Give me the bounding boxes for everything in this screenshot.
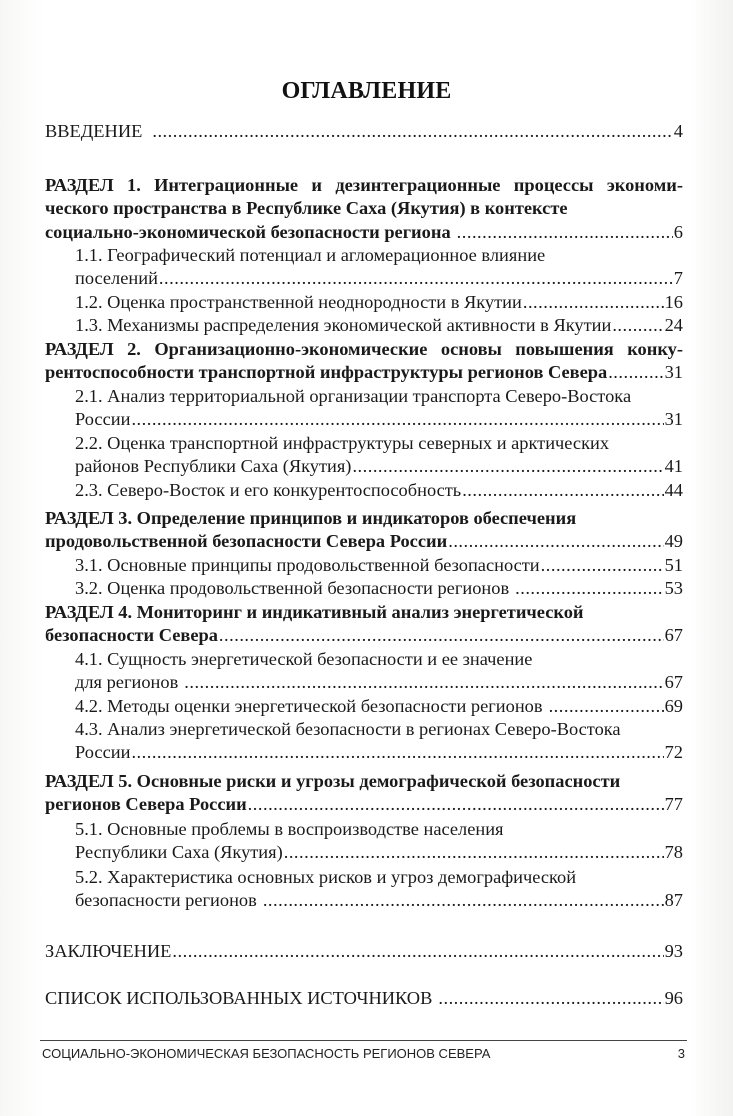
page-title: ОГЛАВЛЕНИЕ bbox=[281, 78, 452, 104]
toc-entry-label: ЗАКЛЮЧЕНИЕ bbox=[45, 941, 172, 961]
dot-leader bbox=[172, 940, 663, 963]
toc-subsection-line: 2.1. Анализ территориальной организации транспорта Северо-Востока bbox=[75, 386, 632, 406]
toc-subsection-3-1[interactable] bbox=[75, 554, 683, 577]
toc-subsection-4-3[interactable] bbox=[75, 718, 683, 765]
toc-section-5[interactable] bbox=[45, 770, 683, 817]
toc-subsection-line: 5.1. Основные проблемы в воспроизводстве населения bbox=[75, 819, 504, 839]
toc-entry-label: СПИСОК ИСПОЛЬЗОВАННЫХ ИСТОЧНИКОВ bbox=[45, 988, 433, 1008]
dot-leader bbox=[549, 695, 664, 718]
toc-section-line: РАЗДЕЛ 2. Организационно-экономические основы повышения конку- bbox=[45, 339, 683, 359]
toc-subsection-1-3[interactable] bbox=[75, 314, 683, 337]
toc-subsection-line: районов Республики Саха (Якутия) bbox=[75, 456, 352, 477]
toc-subsection-line: 4.2. Методы оценки энергетической безопасности регионов bbox=[75, 696, 543, 716]
toc-page-number: 72 bbox=[664, 742, 683, 763]
toc-entry-references[interactable] bbox=[45, 987, 683, 1010]
toc-subsection-line: России bbox=[75, 742, 131, 763]
toc-subsection-5-2[interactable] bbox=[75, 866, 683, 913]
toc-page-number: 53 bbox=[664, 578, 683, 598]
toc-page-number: 24 bbox=[664, 315, 683, 335]
toc-section-line: РАЗДЕЛ 1. Интеграционные и дезинтеграционные процессы экономи- bbox=[45, 175, 683, 195]
toc-page-number: 87 bbox=[664, 890, 683, 911]
toc-subsection-line: 1.2. Оценка пространственной неоднородности в Якутии bbox=[75, 292, 522, 312]
toc-page-number: 49 bbox=[664, 531, 683, 552]
dot-leader bbox=[541, 554, 664, 577]
dot-leader bbox=[184, 671, 663, 694]
toc-section-line: регионов Севера России bbox=[45, 794, 247, 815]
dot-leader bbox=[152, 120, 672, 143]
toc-subsection-2-3[interactable] bbox=[75, 479, 683, 502]
toc-page-number: 67 bbox=[664, 625, 683, 646]
dot-leader bbox=[523, 291, 664, 314]
toc-subsection-4-1[interactable] bbox=[75, 648, 683, 695]
toc-page-number: 41 bbox=[664, 456, 683, 477]
toc-page-number: 77 bbox=[664, 794, 683, 815]
running-title: СОЦИАЛЬНО-ЭКОНОМИЧЕСКАЯ БЕЗОПАСНОСТЬ РЕГИОНОВ СЕВЕРА bbox=[42, 1046, 491, 1061]
toc-section-line: рентоспособности транспортной инфраструктуры регионов Севера bbox=[45, 362, 608, 383]
dot-leader bbox=[131, 741, 663, 764]
toc-section-4[interactable] bbox=[45, 601, 683, 648]
toc-page-number: 6 bbox=[673, 221, 683, 242]
dot-leader bbox=[448, 530, 663, 553]
toc-section-1[interactable] bbox=[45, 174, 683, 244]
toc-subsection-line: для регионов bbox=[75, 672, 179, 693]
toc-entry-label: ВВЕДЕНИЕ bbox=[45, 121, 143, 141]
toc-section-line: ческого пространства в Республике Саха (Якутия) в контексте bbox=[45, 198, 568, 219]
toc-subsection-line: Республики Саха (Якутия) bbox=[75, 842, 283, 863]
dot-leader bbox=[352, 455, 663, 478]
toc-subsection-line: России bbox=[75, 409, 131, 430]
toc-subsection-line: поселений bbox=[75, 268, 158, 289]
toc-section-line: продовольственной безопасности Севера России bbox=[45, 531, 448, 552]
toc-page-number: 51 bbox=[664, 555, 683, 575]
toc-page-number: 31 bbox=[664, 362, 683, 383]
toc-subsection-1-2[interactable] bbox=[75, 291, 683, 314]
dot-leader bbox=[159, 267, 673, 290]
toc-subsection-line: 2.3. Северо-Восток и его конкурентоспособность bbox=[75, 480, 462, 500]
toc-page-number: 16 bbox=[664, 292, 683, 312]
page-number: 3 bbox=[677, 1046, 685, 1061]
dot-leader bbox=[219, 624, 664, 647]
dot-leader bbox=[457, 221, 673, 244]
dot-leader bbox=[608, 361, 663, 384]
toc-subsection-line: 1.3. Механизмы распределения экономической активности в Якутии bbox=[75, 315, 612, 335]
toc-subsection-line: 4.1. Сущность энергетической безопасности и ее значение bbox=[75, 649, 533, 669]
dot-leader bbox=[515, 577, 663, 600]
toc-subsection-line: 5.2. Характеристика основных рисков и угроз демографической bbox=[75, 867, 577, 887]
toc-section-line: РАЗДЕЛ 4. Мониторинг и индикативный анализ энергетической bbox=[45, 602, 584, 622]
toc-subsection-5-1[interactable] bbox=[75, 818, 683, 865]
toc-page-number: 31 bbox=[664, 409, 683, 430]
toc-page-number: 67 bbox=[664, 672, 683, 693]
toc-section-2[interactable] bbox=[45, 338, 683, 385]
toc-subsection-line: безопасности регионов bbox=[75, 890, 257, 911]
toc-subsection-line: 4.3. Анализ энергетической безопасности в регионах Северо-Востока bbox=[75, 719, 621, 739]
toc-page-number: 93 bbox=[664, 941, 683, 961]
dot-leader bbox=[131, 408, 663, 431]
toc-subsection-2-1[interactable] bbox=[75, 385, 683, 432]
dot-leader bbox=[263, 889, 664, 912]
toc-subsection-line: 3.1. Основные принципы продовольственной безопасности bbox=[75, 555, 540, 575]
toc-entry-intro[interactable] bbox=[45, 120, 683, 143]
toc-section-line: РАЗДЕЛ 3. Определение принципов и индикаторов обеспечения bbox=[45, 508, 577, 528]
toc-subsection-2-2[interactable] bbox=[75, 432, 683, 479]
dot-leader bbox=[438, 987, 663, 1010]
toc-subsection-3-2[interactable] bbox=[75, 577, 683, 600]
footer-divider bbox=[40, 1040, 687, 1041]
toc-subsection-line: 3.2. Оценка продовольственной безопасности регионов bbox=[75, 578, 510, 598]
toc-section-line: РАЗДЕЛ 5. Основные риски и угрозы демографической безопасности bbox=[45, 771, 621, 791]
toc-page-number: 78 bbox=[664, 842, 683, 863]
toc-section-line: социально-экономической безопасности региона bbox=[45, 221, 451, 242]
toc-page-number: 69 bbox=[664, 696, 683, 716]
dot-leader bbox=[284, 841, 664, 864]
toc-entry-conclusion[interactable] bbox=[45, 940, 683, 963]
toc-subsection-4-2[interactable] bbox=[75, 695, 683, 718]
toc-page-number: 44 bbox=[664, 480, 683, 500]
toc-subsection-1-1[interactable] bbox=[75, 244, 683, 291]
dot-leader bbox=[612, 314, 663, 337]
toc-page-number: 4 bbox=[673, 121, 683, 141]
toc-page-number: 7 bbox=[673, 268, 683, 289]
dot-leader bbox=[462, 479, 663, 502]
toc-page-number: 96 bbox=[664, 988, 683, 1008]
toc-subsection-line: 1.1. Географический потенциал и агломерационное влияние bbox=[75, 245, 546, 265]
toc-section-3[interactable] bbox=[45, 507, 683, 554]
dot-leader bbox=[248, 793, 664, 816]
toc-section-line: безопасности Севера bbox=[45, 625, 218, 646]
toc-subsection-line: 2.2. Оценка транспортной инфраструктуры северных и арктических bbox=[75, 433, 610, 453]
